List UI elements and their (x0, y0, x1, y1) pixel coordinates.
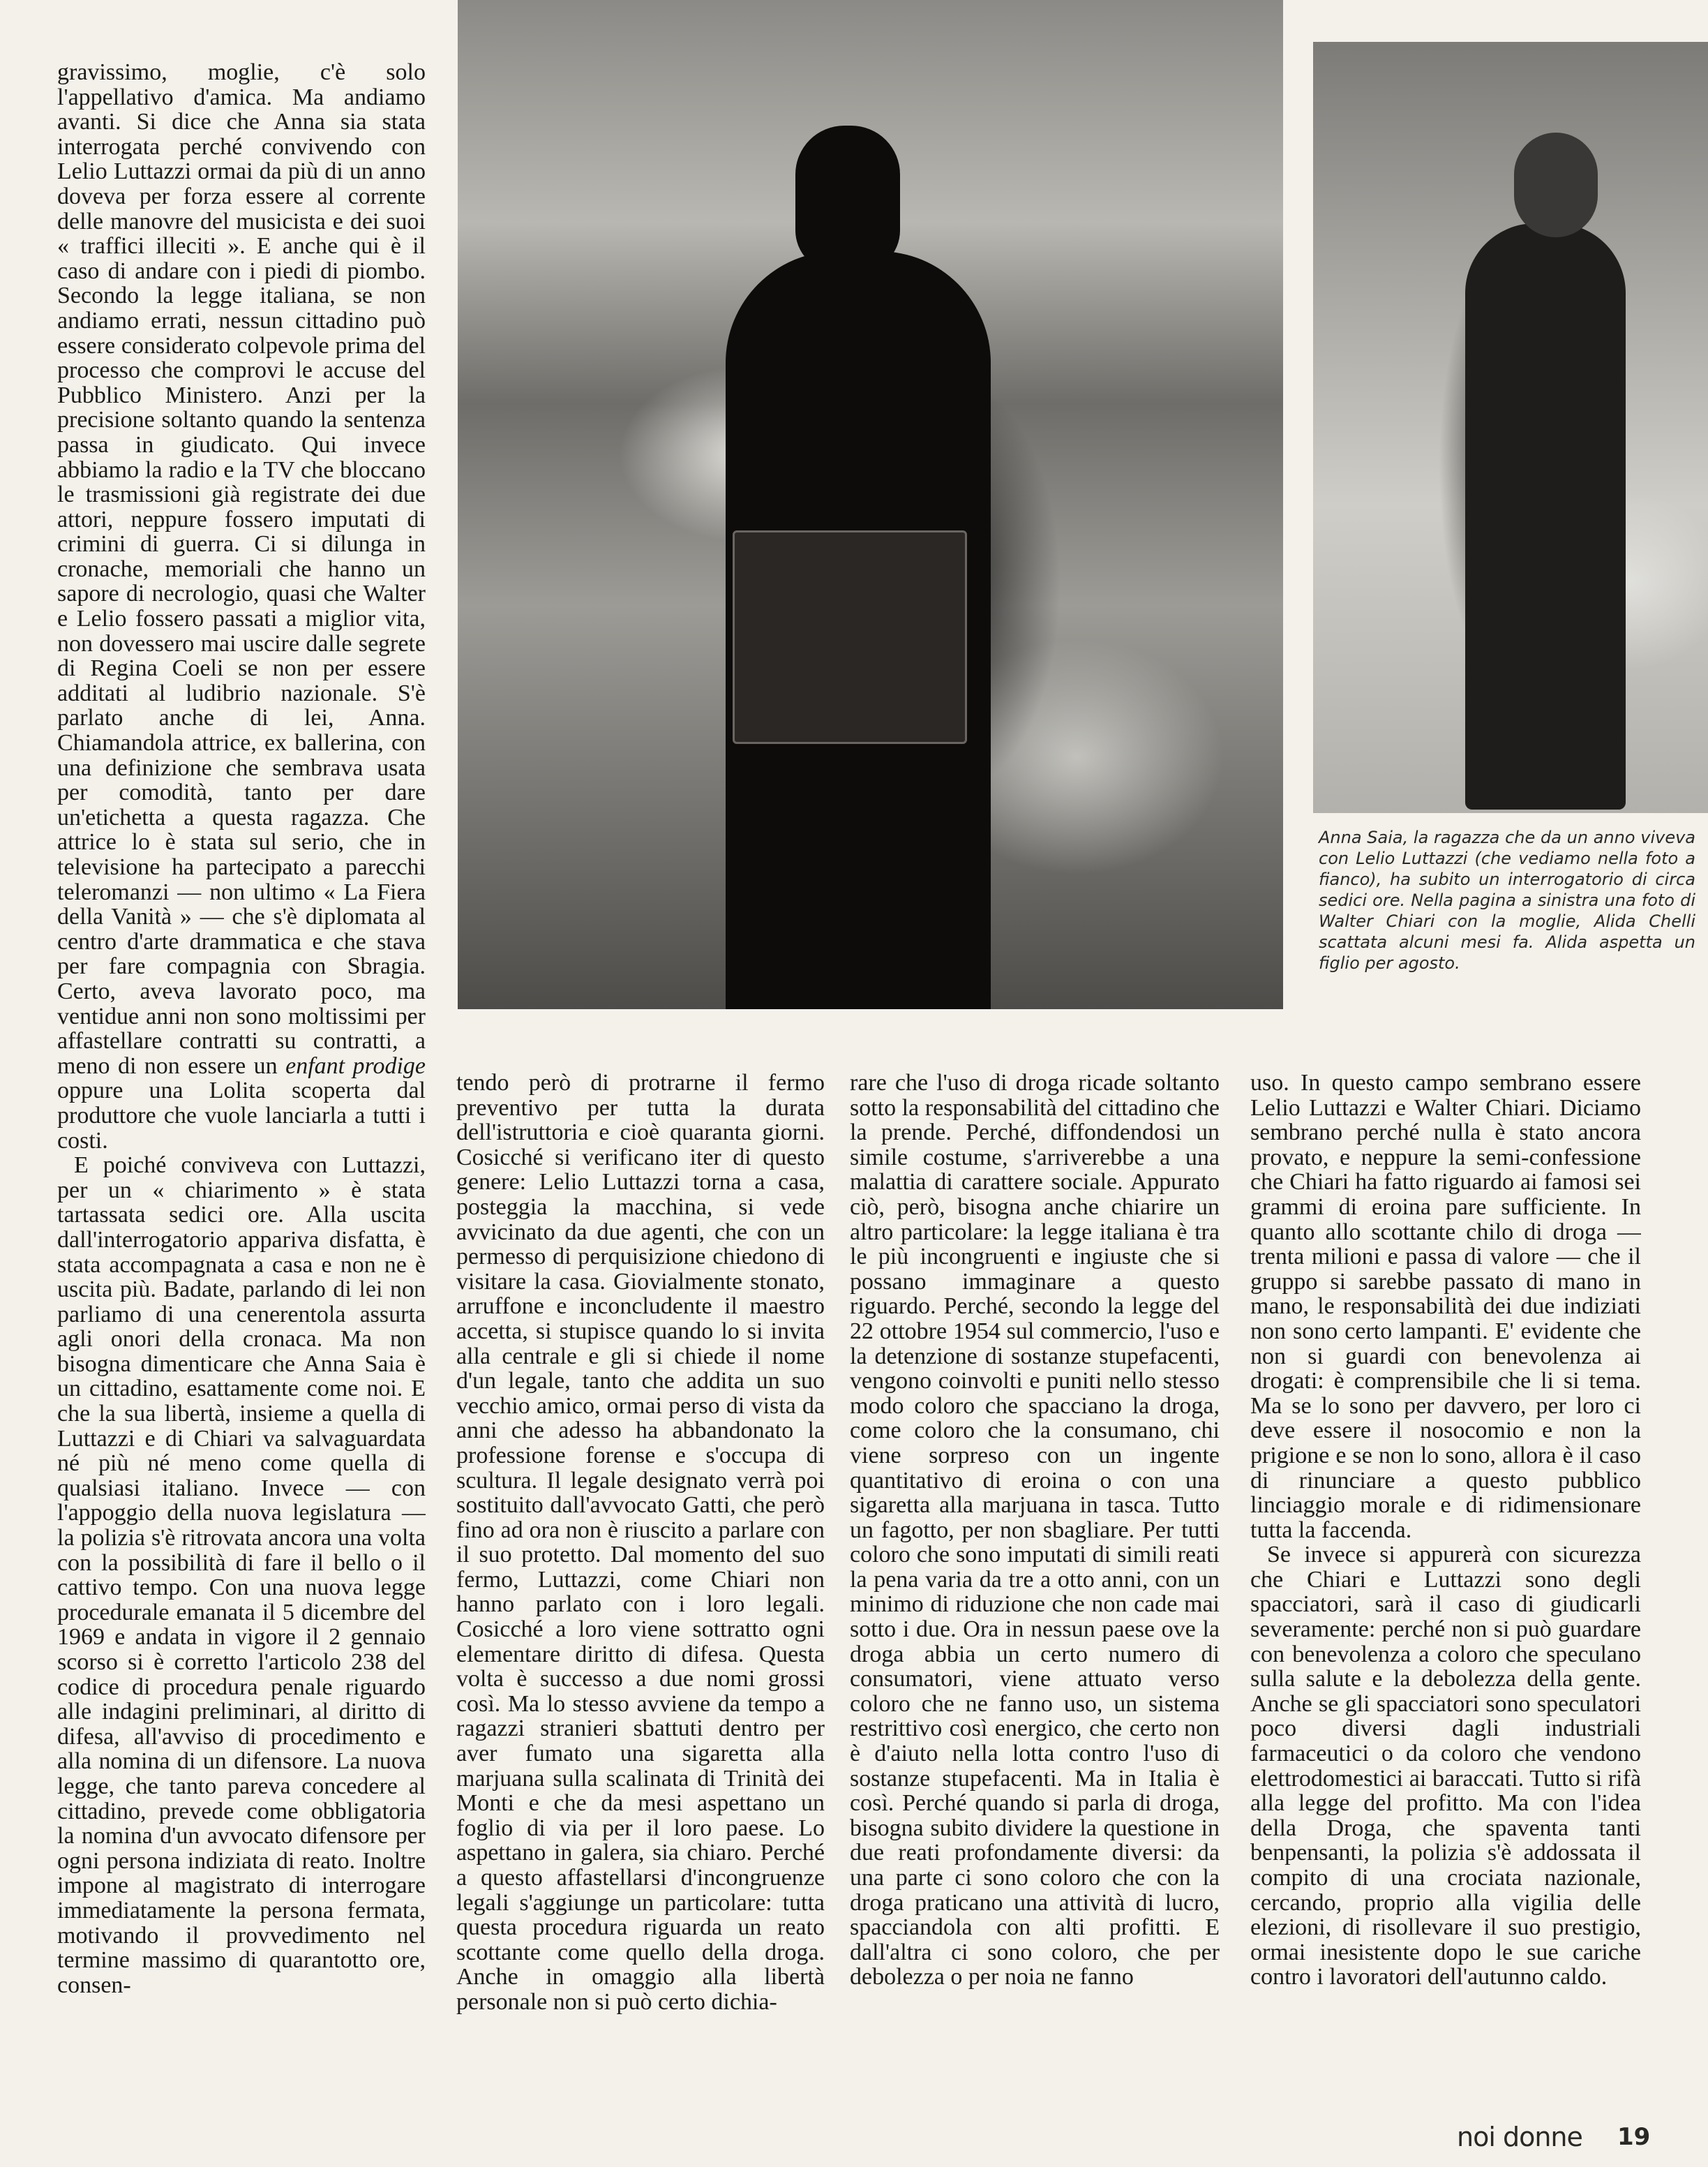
column-2-paragraph-1: tendo però di protrarne il fermo preventivo per tutta la durata dell'istruttoria e cioè quaranta giorni. Cosicché si verificano iter di questo genere: Lelio Luttazzi torna a casa, posteggia la macchina, si vede avvicinato da due agenti, che con un permesso di perquisizione chiedono di visitare la casa. Giovialmente stonato, arruffone e inconcludente il maestro accetta, si stupisce quando lo si invita alla centrale e gli si chiede il nome d'un legale, tanto che addita un suo vecchio amico, ormai perso di vista da anni che adesso ha abbandonato la professione forense e s'occupa di scultura. Il legale designato verrà poi sostituito dall'avvocato Gatti, che però fino ad ora non è riuscito a parlare con il suo protetto. Dal momento del suo fermo, Luttazzi, come Chiari non hanno parlato con i loro legali. Cosicché a loro viene sottratto ogni elementare diritto di difesa. Questa volta è successo a due nomi grossi così. Ma lo stesso avviene da tempo a ragazzi stranieri sbattuti dentro per aver fumato una sigaretta alla marjuana sulla scalinata di Trinità dei Monti e che da mesi aspettano un foglio di via per il loro paese. Lo aspettano in galera, sia chiaro. Perché a questo affastellarsi d'incongruenze legali s'aggiunge un particolare: tutta questa procedura riguarda un reato scottante come quello della droga. Anche in omaggio alla libertà personale non si può certo dichia- (456, 1071, 825, 2015)
magazine-brand: noi donne (1457, 2122, 1582, 2152)
column-1-paragraph-2: E poiché conviveva con Luttazzi, per un « chiarimento » è stata tartassata sedici ore. Alla uscita dall'interrogatorio appariva disfatta, è stata accompagnata a casa e non ne è uscita più. Badate, parlando di lei non parliamo di una cenerentola assurta agli onori della cronaca. Ma non bisogna dimenticare che Anna Saia è un cittadino, esattamente come noi. E che la sua libertà, insieme a quella di Luttazzi e di Chiari va salvaguardata né più né meno come quella di qualsiasi italiano. Invece — con l'appoggio della nuova legislatura — la polizia s'è ritrovata ancora una volta con la possibilità di fare il bello o il cattivo tempo. Con una nuova legge procedurale emanata il 5 dicembre del 1969 e andata in vigore il 2 gennaio scorso si è corretto l'articolo 238 del codice di procedura penale riguardo alle indagini preliminari, al diritto di difesa, all'avviso di procedimento e alla nomina di un difensore. La nuova legge, che tanto pareva concedere al cittadino, prevede come obbligatoria la nomina d'un avvocato difensore per ogni persona indiziata di reato. Inoltre impone al magistrato di interrogare immediatamente la persona fermata, motivando il provvedimento nel termine massimo di quarantotto ore, consen- (57, 1152, 426, 1998)
column-1-paragraph-1: gravissimo, moglie, c'è solo l'appellativo d'amica. Ma andiamo avanti. Si dice che Anna sia stata interrogata perché convivendo con Lelio Luttazzi ormai da più di un anno doveva per forza essere al corrente delle manovre del musicista e dei suoi « traffici illeciti ». E anche qui è il caso di andare con i piedi di piombo. Secondo la legge italiana, se non andiamo errati, nessun cittadino può essere considerato colpevole prima del processo che comprovi le accuse del Pubblico Ministero. Anzi per la precisione soltanto quando la sentenza passa in giudicato. Qui invece abbiamo la radio e la TV che bloccano le trasmissioni già registrate dei due attori, neppure fossero imputati di crimini di guerra. Ci si dilunga in cronache, memoriali che hanno un sapore di necrologio, quasi che Walter e Lelio fossero passati a miglior vita, non dovessero mai uscire dalle segrete di Regina Coeli se non per essere additati al ludibrio nazionale. S'è parlato anche di lei, Anna. Chiamandola attrice, ex ballerina, con una definizione che sembrava usata per comodità, tanto per dare un'etichetta a questa ragazza. Che attrice lo è stata sul serio, che in televisione ha partecipato a parecchi teleromanzi — non ultimo « La Fiera della Vanità » — che s'è diplomata al centro d'arte drammatica e che stava per fare compagnia con Sbragia. Certo, aveva lavorato poco, ma ventidue anni non sono moltissimi per affastellare contratti su contratti, a meno di non essere un enfant prodige oppure una Lolita scoperta dal produttore che vuole lanciarla a tutti i costi. (57, 60, 426, 1154)
italic-phrase: enfant prodige (285, 1052, 426, 1079)
photo-figure-man-head (795, 126, 900, 272)
column-4-paragraph-1: uso. In questo campo sembrano essere Lelio Luttazzi e Walter Chiari. Diciamo sembrano perché nulla è stato ancora provato, e neppure la semi-confessione che Chiari ha fatto riguardo ai famosi sei grammi di eroina pare sufficiente. In quanto allo scottante chilo di droga — trenta milioni e passa di valore — che il gruppo si sarebbe passato di mano in mano, le responsabilità dei due indiziati non sono certo lampanti. E' evidente che non si guardi con benevolenza ai drogati: è comprensibile che li si tema. Ma se lo sono per davvero, per loro ci deve essere il nosocomio e non la prigione e se non lo sono, allora è il caso di rinunciare a questo pubblico linciaggio morale e di ridimensionare tutta la faccenda. (1250, 1071, 1641, 1543)
photo-figure-woman (1465, 223, 1626, 810)
column-3-paragraph-1: rare che l'uso di droga ricade soltanto sotto la responsabilità del cittadino che la prende. Perché, diffondendosi un simile costume, s'arriverebbe a una malattia di carattere sociale. Appurato ciò, però, bisogna anche chiarire un altro particolare: la legge italiana è tra le più incongruenti e ingiuste che si possano immaginare a questo riguardo. Perché, secondo la legge del 22 ottobre 1954 sul commercio, l'uso e la detenzione di sostanze stupefacenti, vengono coinvolti e puniti nello stesso modo coloro che spacciano la droga, come coloro che la consumano, chi viene sorpreso con un ingente quantitativo di eroina o con una sigaretta alla marjuana in tasca. Tutto un fagotto, per non sbagliare. Per tutti coloro che sono imputati di simili reati la pena varia da tre a otto anni, con un minimo di riduzione che non cade mai sotto i due. Ora in nessun paese ove la droga abbia un certo numero di consumatori, viene attuato verso coloro che ne fanno uso, un sistema restrittivo così energico, che certo non è d'aiuto nella lotta contro l'uso di sostanze stupefacenti. Ma in Italia è così. Perché quando si parla di droga, bisogna subito dividere la questione in due reati profondamente diversi: da una parte ci sono coloro che con la droga praticano una attività di lucro, spacciandola con alti profitti. E dall'altra ci sono coloro, che per debolezza o per noia ne fanno (850, 1071, 1220, 1990)
article-column-1 (57, 60, 426, 2130)
article-column-2 (456, 1071, 825, 2131)
page-number: 19 (1617, 2123, 1651, 2151)
column-4-paragraph-2: Se invece si appurerà con sicurezza che Chiari e Luttazzi sono degli spacciatori, sarà il caso di giudicarli severamente: perché non si può guardare con benevolenza a coloro che speculano sulla salute e la debolezza della gente. Anche se gli spacciatori sono speculatori poco diversi dagli industriali farmaceutici o da coloro che vendono elettrodomestici ai baraccati. Tutto si rifà alla legge del profitto. Ma con l'idea della Droga, che spaventa tanti benpensanti, la polizia s'è addossata il compito di una crociata nazionale, cercando, proprio alla vigilia delle elezioni, di risollevare il suo prestigio, ormai inesistente dopo le sue cariche contro i lavoratori dell'autunno caldo. (1250, 1542, 1641, 1990)
article-column-3 (850, 1071, 1220, 2131)
article-column-4 (1250, 1071, 1641, 2110)
photo-caption: Anna Saia, la ragazza che da un anno viveva con Lelio Luttazzi (che vediamo nella foto a fianco), ha subito un interrogatorio di circa sedici ore. Nella pagina a sinistra una foto di Walter Chiari con la moglie, Alida Chelli scattata alcuni mesi fa. Alida aspetta un figlio per agosto. (1319, 828, 1695, 973)
photo-figure-woman-head (1514, 133, 1598, 237)
photo-figure-bag (733, 530, 967, 744)
